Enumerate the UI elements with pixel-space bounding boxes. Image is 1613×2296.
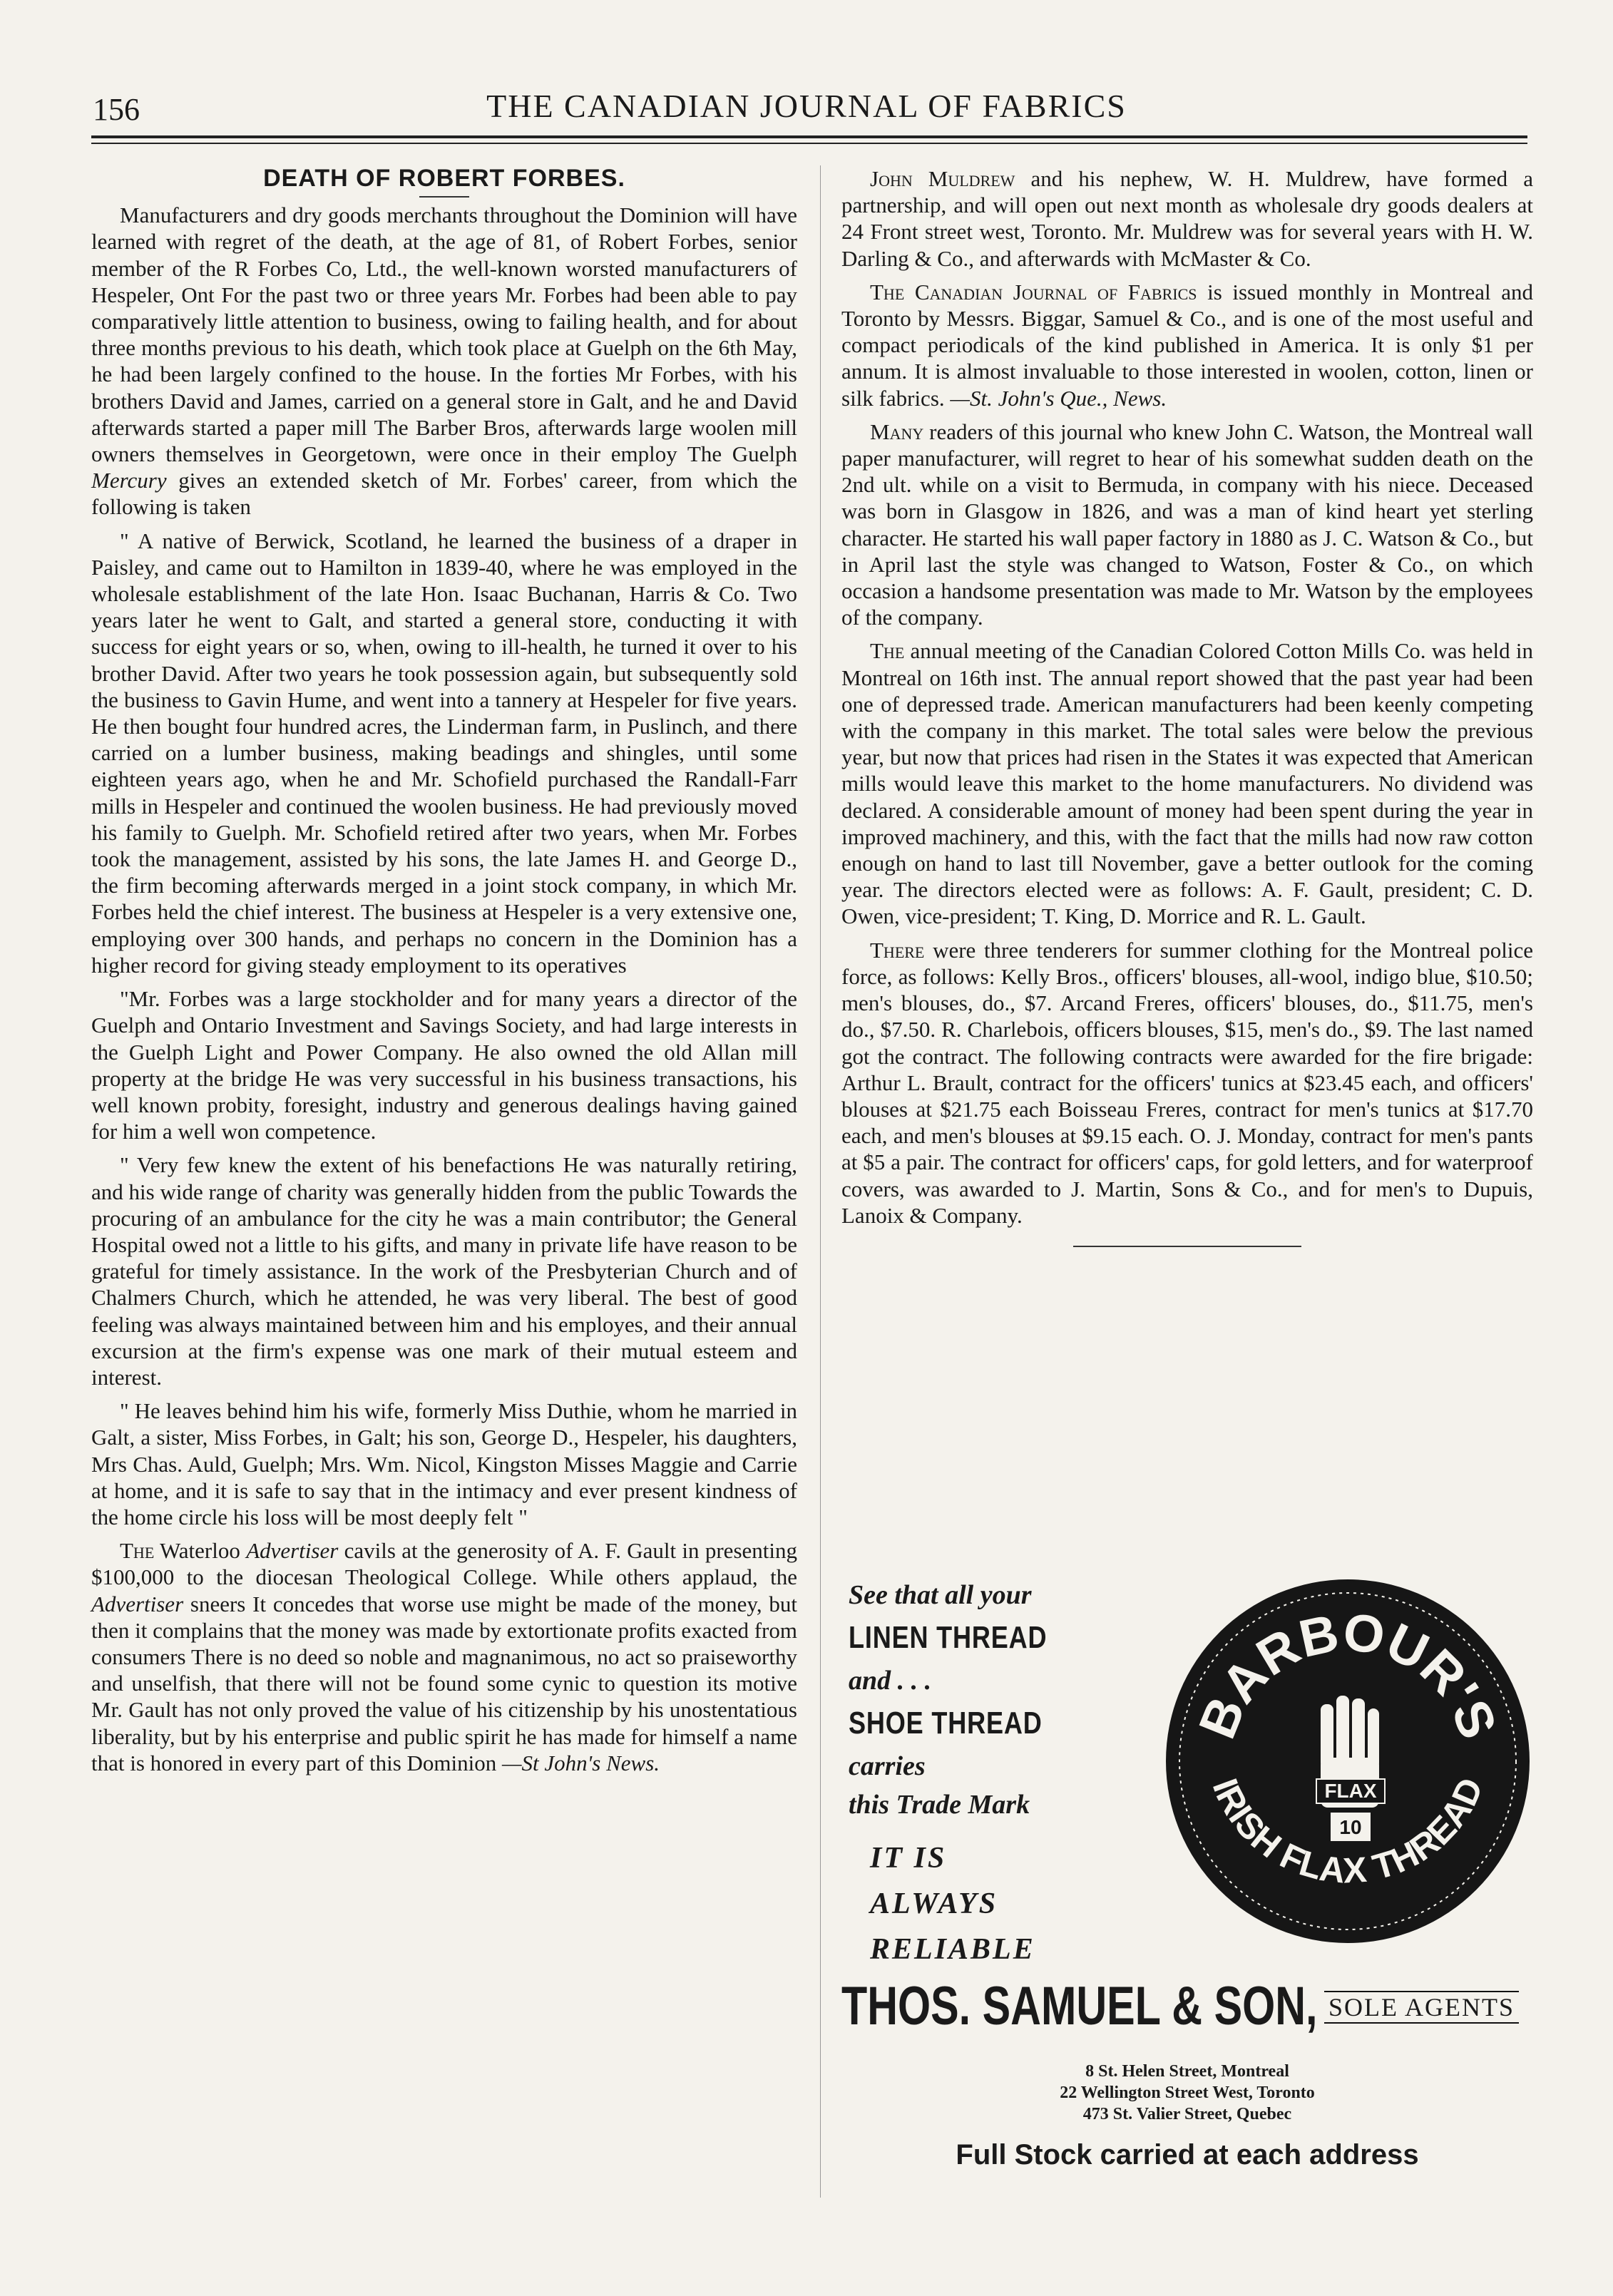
forbes-paragraph-2: " A native of Berwick, Scotland, he learned the business of a draper in Paisley, and came out to Hamilton in 1839-40, where he was employed in the wholesale establishment of the late Hon. Isaac Buchanan, Harris & Co. Two years later he went to Galt, and started a general store, conducting it with success for eight years or so, when, owing to ill-health, he turned it over to his brother David. After two years he took possession again, but subsequently sold the business to Gavin Hume, and went into a tannery at Hespeler for five years. He then bought four hundred acres, the Linderman farm, in Puslinch, and there carried on a lumber business, making beadings and shingles, until some eighteen years ago, when he and Mr. Schofield purchased the Randall-Farr mills in Hespeler and continued the woolen business. He had previously moved his family to Guelph. Mr. Schofield retired after two years, when Mr. Forbes took the management, assisted by his sons, the late James H. and George D., the firm becoming afterwards merged in a joint stock company, in which Mr. Forbes held the chief interest. The business at Hespeler is a very extensive one, employing over 300 hands, and perhaps no concern in the Dominion has a higher record for giving steady employment to its operatives (91, 528, 797, 978)
ad-stock-line: Full Stock carried at each address (956, 2139, 1419, 2171)
forbes-paragraph-5: " He leaves behind him his wife, formerly Miss Duthie, whom he married in Galt, a sister, Miss Forbes, in Galt; his son, George D., Hespeler, his daughters, Mrs Chas. Auld, Guelph; Mrs. Wm. Nicol, Kingston Misses Maggie and Carrie at home, and it is safe to say that in the intimacy and ever present kindness of the home circle his loss will be most deeply felt " (91, 1398, 797, 1529)
seal-number: 10 (1339, 1816, 1362, 1838)
forbes-p1-text: Manufacturers and dry goods merchants throughout the Dominion will have learned with regret of the death, at the age of 81, of Robert Forbes, senior member of the R Forbes Co, Ltd., the well-known worsted manufacturers of Hespeler, Ont For the past two or three years Mr. Forbes had been able to pay comparatively little attention to business, owing to failing health, and for about three months previous to his death, which took place at Guelph on the 6th May, he had been largely confined to the house. In the forties Mr Forbes, with his brothers David and James, carried on a general store in Galt, and he and David afterwards started a paper mill The Barber Bros, afterwards large woolen mill owners themselves in Georgetown, were once in their employ The Guelph (91, 203, 797, 467)
advertiser-italic-2: Advertiser (91, 1591, 184, 1616)
slogan-line-1: IT IS (870, 1842, 947, 1875)
page-number: 156 (93, 92, 140, 127)
column-divider (820, 165, 821, 2198)
address-quebec: 473 St. Valier Street, Quebec (1082, 2105, 1292, 2123)
journal-lead: The Canadian Journal of Fabrics (870, 279, 1197, 304)
muldrew-text: and his nephew, W. H. Muldrew, have formed a partnership, and will open out next month as wholesale dry goods dealers at 24 Front street west, Toronto. Mr. Muldrew was for several years with H. W. Darling & Co., and afterwards with McMaster & Co. (841, 166, 1534, 271)
right-column (841, 165, 1533, 1254)
ad-line-1: See that all your (849, 1580, 1032, 1610)
ad-shoe-thread: SHOE THREAD (849, 1706, 1043, 1741)
seal-bottom-text: IRISH FLAX THREAD (1204, 1772, 1491, 1891)
journal-title: THE CANADIAN JOURNAL OF FABRICS (486, 88, 1127, 124)
tender-lead: There (870, 937, 925, 963)
slogan-line-3: RELIABLE (870, 1933, 1035, 1966)
ad-copy (849, 1576, 1148, 1972)
header-rule-thin (91, 143, 1527, 144)
agent-name: THOS. SAMUEL & SON, (841, 1976, 1318, 2036)
waterloo-t1: Waterloo (160, 1538, 240, 1564)
agent-role: SOLE AGENTS (1324, 1991, 1519, 2024)
watson-lead: Many (870, 419, 924, 444)
left-column (91, 165, 797, 1783)
tender-paragraph (841, 937, 1533, 1229)
journal-source: —St. John's Que., News. (950, 385, 1167, 411)
waterloo-lead: The (120, 1538, 155, 1564)
barbours-seal-icon (1162, 1576, 1533, 1947)
forbes-paragraph-1 (91, 202, 797, 520)
tender-text: were three tenderers for summer clothing for the Montreal police force, as follows: Kelly Bros., officers' blouses, all-wool, indigo blue, $10.50; men's blouses, do., $7. Arcand Freres, officers' blouses, do., $11.75, men's do., $7.50. R. Charlebois, officers blouses, $15, men's do., $9. The last named got the contract. The following contracts were awarded for the fire brigade: Arthur L. Brault, contract for the officers' tunics at $23.45 each, and officers' blouses at $21.75 each Boisseau Freres, contract for men's tunics at $17.70 each, and men's blouses at $9.15 each. O. J. Monday, contract for men's pants at $5 a pair. The contract for officers' caps, for gold letters, and for waterproof covers, was awarded to J. Martin, Sons & Co., and for men's to Dupuis, Lanoix & Company. (841, 937, 1534, 1228)
slogan-line-2: ALWAYS (870, 1887, 998, 1920)
journal-text: is issued monthly in Montreal and Toronto by Messrs. Biggar, Samuel & Co., and is one of the most useful and compact periodicals of the kind published in America. It is only $1 per annum. It is almost invaluable to those interested in woolen, cotton, linen or silk fabrics. (841, 279, 1534, 411)
waterloo-paragraph (91, 1537, 797, 1776)
advertiser-italic-1: Advertiser (246, 1538, 339, 1564)
muldrew-paragraph (841, 165, 1533, 272)
seal-flax: FLAX (1324, 1780, 1377, 1802)
ad-agent-row (841, 1975, 1533, 2039)
ad-slogan (849, 1835, 1148, 1972)
ad-and: and . . . (849, 1666, 932, 1696)
forbes-headline: DEATH OF ROBERT FORBES. (263, 165, 625, 192)
seal-top-text: BARBOUR'S (1187, 1601, 1509, 1747)
watson-paragraph (841, 419, 1533, 631)
address-montreal: 8 St. Helen Street, Montreal (1085, 2062, 1289, 2081)
ad-linen-thread: LINEN THREAD (849, 1620, 1048, 1655)
forbes-paragraph-4: " Very few knew the extent of his benefactions He was naturally retiring, and his wide range of charity was generally hidden from the public Towards the procuring of an ambulance for the city he was a main contributor; the General Hospital owed not a little to his gifts, and many in private life have reason to be grateful for timely assistance. In the work of the Presbyterian Church and of Chalmers Church, which he attended, he was very liberal. The best of good feeling was always maintained between him and his employes, and their annual excursion at the firm's expense was one mark of their mutual esteem and interest. (91, 1152, 797, 1390)
cotton-text: annual meeting of the Canadian Colored Cotton Mills Co. was held in Montreal on 16th inst. The annual report showed that the past year had been one of depressed trade. American manufacturers had been keenly competing with the company in this market. The total sales were below the previous year, but now that prices had risen in the States it was expected that American mills would leave this market to the home manufacturers. No dividend was declared. A considerable amount of money had been spent during the year in improved machinery, and this, with the fact that the mills had now raw cotton enough on hand to last till November, gave a better outlook for the coming year. The directors elected were as follows: A. F. Gault, president; C. D. Owen, vice-president; T. King, D. Morrice and R. L. Gault. (841, 638, 1533, 929)
waterloo-t2: cavils at the generosity of A. F. Gault in presenting $100,000 to the diocesan Theological College. While others applaud, the (91, 1538, 797, 1590)
ad-addresses (841, 2061, 1533, 2125)
muldrew-lead: John Muldrew (870, 166, 1015, 191)
section-end-rule (1073, 1246, 1301, 1247)
forbes-paragraph-3: "Mr. Forbes was a large stockholder and for many years a director of the Guelph and Ontario Investment and Savings Society, and had large interests in the Guelph Light and Power Company. He also owned the old Allan mill property at the bridge He was very successful in his business transactions, his well known probity, foresight, industry and generous dealings having gained for him a well won competence. (91, 986, 797, 1144)
journal-paragraph (841, 279, 1533, 411)
header-rule-thick (91, 135, 1527, 138)
headline-rule (419, 196, 469, 198)
address-toronto: 22 Wellington Street West, Toronto (1060, 2084, 1315, 2102)
cotton-paragraph (841, 637, 1533, 929)
waterloo-source: —St John's News. (501, 1750, 660, 1775)
barbours-advertisement (841, 1576, 1533, 2189)
cotton-lead: The (870, 638, 905, 664)
mercury-italic: Mercury (91, 468, 167, 493)
ad-trade-mark: this Trade Mark (849, 1790, 1030, 1820)
waterloo-t3: sneers It concedes that worse use might be made of the money, but then it complains that the money was made by extortionate profits exacted from consumers There is no deed so noble and magnanimous, no act so praiseworthy and unselfish, that there will not be found some cynic to question its motive Mr. Gault has not only proved the value of his citizenship by his unostentatious liberality, but by his enterprise and public spirit he has made for himself a name that is honored in every part of this Dominion (91, 1591, 798, 1775)
watson-text: readers of this journal who knew John C. Watson, the Montreal wall paper manufacturer, will regret to hear of his somewhat sudden death on the 2nd ult. while on a visit to Bermuda, in company with his niece. Deceased was born in Glasgow in 1826, and was a man of kind heart yet sterling character. He started his wall paper factory in 1880 as J. C. Watson & Co., but in April last the style was changed to Watson, Foster & Co., on which occasion a handsome presentation was made to Mr. Watson by the employees of the company. (841, 419, 1533, 630)
forbes-p1-end: gives an extended sketch of Mr. Forbes' career, from which the following is taken (91, 468, 797, 520)
ad-carries: carries (849, 1751, 926, 1781)
